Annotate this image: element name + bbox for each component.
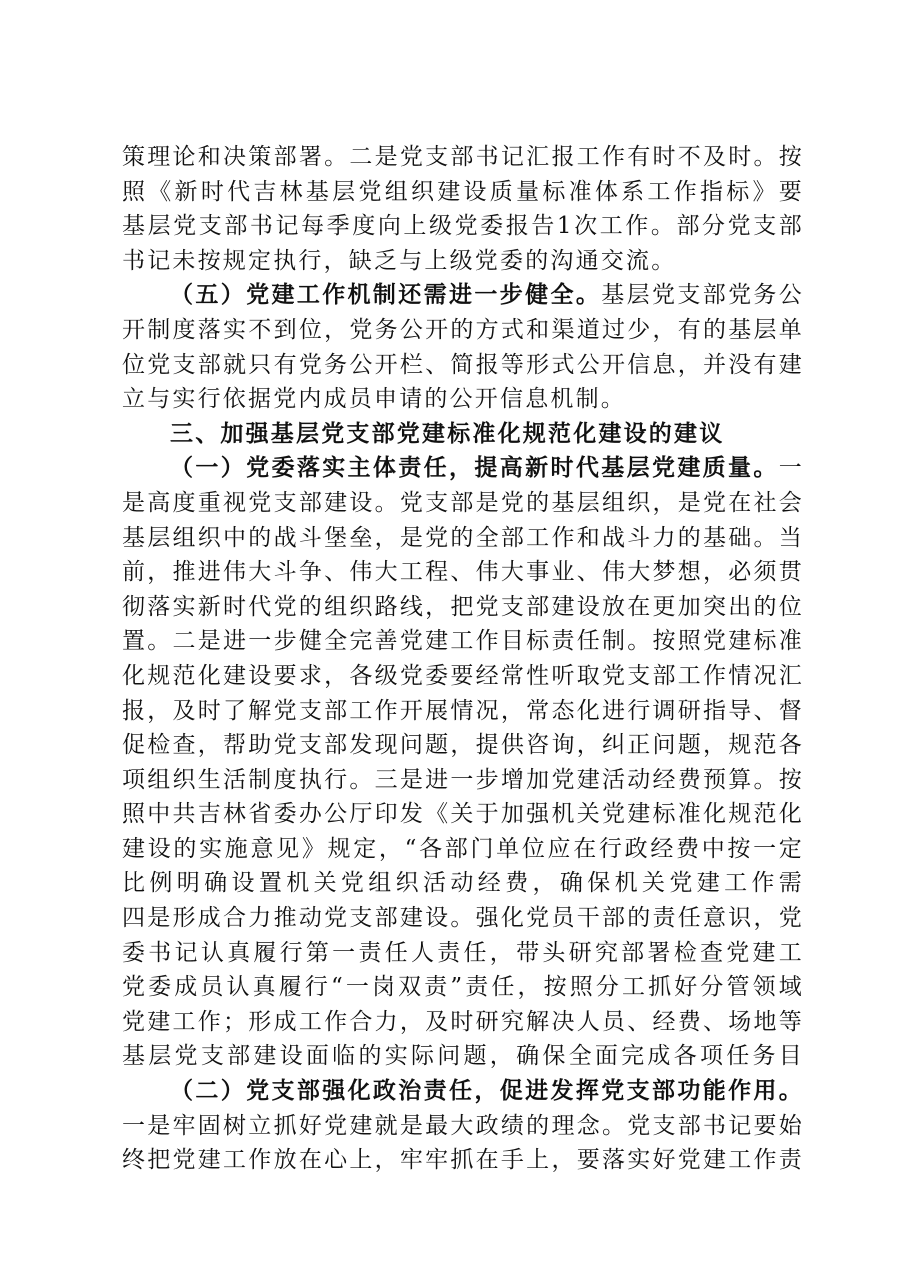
paragraph-line	[122, 555, 804, 590]
paragraph-line	[122, 382, 804, 417]
paragraph-text: 开制度落实不到位，党务公开的方式和渠道过少，有的基层单	[122, 316, 804, 343]
paragraph-text: 基层党支部建设面临的实际问题，确保全面完成各项任务目	[122, 1043, 804, 1070]
paragraph-text: 党建工作；形成工作合力，及时研究解决人员、经费、场地等	[122, 1008, 804, 1035]
paragraph-text: 促检查，帮助党支部发现问题，提供咨询，纠正问题，规范各	[122, 732, 804, 759]
subsection-heading: （一）党委落实主体责任，提高新时代基层党建质量。	[170, 454, 779, 482]
paragraph-line	[122, 728, 804, 763]
paragraph-line	[122, 659, 804, 694]
paragraph-text: 党委成员认真履行“一岗双责”责任，按照分工抓好分管领域	[122, 974, 804, 1001]
paragraph-line	[122, 694, 804, 729]
subsection-line	[122, 1074, 804, 1109]
paragraph-line	[122, 866, 804, 901]
paragraph-text: 前，推进伟大斗争、伟大工程、伟大事业、伟大梦想，必须贯	[122, 559, 804, 586]
paragraph-line	[122, 244, 804, 279]
paragraph-line	[122, 209, 804, 244]
paragraph-text: 建设的实施意见》规定，“各部门单位应在行政经费中按一定	[122, 835, 804, 862]
paragraph-text: 置。二是进一步健全完善党建工作目标责任制。按照党建标准	[122, 628, 804, 655]
document-body	[122, 140, 804, 1178]
paragraph-line	[122, 901, 804, 936]
paragraph-text: 照中共吉林省委办公厅印发《关于加强机关党建标准化规范化	[122, 801, 804, 828]
paragraph-line	[122, 175, 804, 210]
section-heading	[122, 417, 804, 452]
paragraph-line	[122, 521, 804, 556]
paragraph-text: 报，及时了解党支部工作开展情况，常态化进行调研指导、督	[122, 697, 804, 724]
paragraph-text: 位党支部就只有党务公开栏、简报等形式公开信息，并没有建	[122, 351, 804, 378]
paragraph-line	[122, 348, 804, 383]
paragraph-text: 基层党支部书记每季度向上级党委报告1次工作。部分党支部	[122, 213, 804, 240]
subsection-line	[122, 451, 804, 486]
paragraph-line	[122, 1143, 804, 1178]
subsection-heading: （五）党建工作机制还需进一步健全。	[170, 281, 602, 309]
paragraph-text: 基层组织中的战斗堡垒，是党的全部工作和战斗力的基础。当	[122, 524, 804, 551]
paragraph-line	[122, 590, 804, 625]
paragraph-line	[122, 936, 804, 971]
section-heading-text: 三、加强基层党支部党建标准化规范化建设的建议	[170, 419, 725, 447]
paragraph-line	[122, 970, 804, 1005]
paragraph-text: 策理论和决策部署。二是党支部书记汇报工作有时不及时。按	[122, 144, 804, 170]
paragraph-line	[122, 763, 804, 798]
paragraph-line	[122, 313, 804, 348]
paragraph-text: 书记未按规定执行，缺乏与上级党委的沟通交流。	[122, 247, 677, 274]
paragraph-text: 一	[778, 455, 804, 482]
paragraph-line	[122, 624, 804, 659]
paragraph-line	[122, 1005, 804, 1040]
subsection-line	[122, 278, 804, 313]
paragraph-text: 照《新时代吉林基层党组织建设质量标准体系工作指标》要	[122, 178, 804, 205]
paragraph-line	[122, 140, 804, 175]
paragraph-text: 化规范化建设要求，各级党委要经常性听取党支部工作情况汇	[122, 662, 804, 689]
paragraph-line	[122, 1109, 804, 1144]
paragraph-text: 一是牢固树立抓好党建就是最大政绩的理念。党支部书记要始	[122, 1112, 804, 1139]
paragraph-text: 立与实行依据党内成员申请的公开信息机制。	[122, 386, 626, 413]
paragraph-line	[122, 797, 804, 832]
paragraph-text: 彻落实新时代党的组织路线，把党支部建设放在更加突出的位	[122, 593, 804, 620]
subsection-heading: （二）党支部强化政治责任，促进发挥党支部功能作用。	[170, 1077, 804, 1105]
paragraph-line	[122, 1039, 804, 1074]
paragraph-line	[122, 832, 804, 867]
paragraph-text: 委书记认真履行第一责任人责任，带头研究部署检查党建工	[122, 939, 804, 966]
paragraph-text: 是高度重视党支部建设。党支部是党的基层组织，是党在社会	[122, 489, 804, 516]
paragraph-text: 终把党建工作放在心上，牢牢抓在手上，要落实好党建工作责	[122, 1147, 804, 1174]
paragraph-text: 比例明确设置机关党组织活动经费，确保机关党建工作需	[122, 870, 804, 897]
paragraph-text: 基层党支部党务公	[601, 282, 804, 309]
paragraph-text: 项组织生活制度执行。三是进一步增加党建活动经费预算。按	[122, 766, 804, 793]
paragraph-text: 四是形成合力推动党支部建设。强化党员干部的责任意识，党	[122, 905, 804, 932]
paragraph-line	[122, 486, 804, 521]
